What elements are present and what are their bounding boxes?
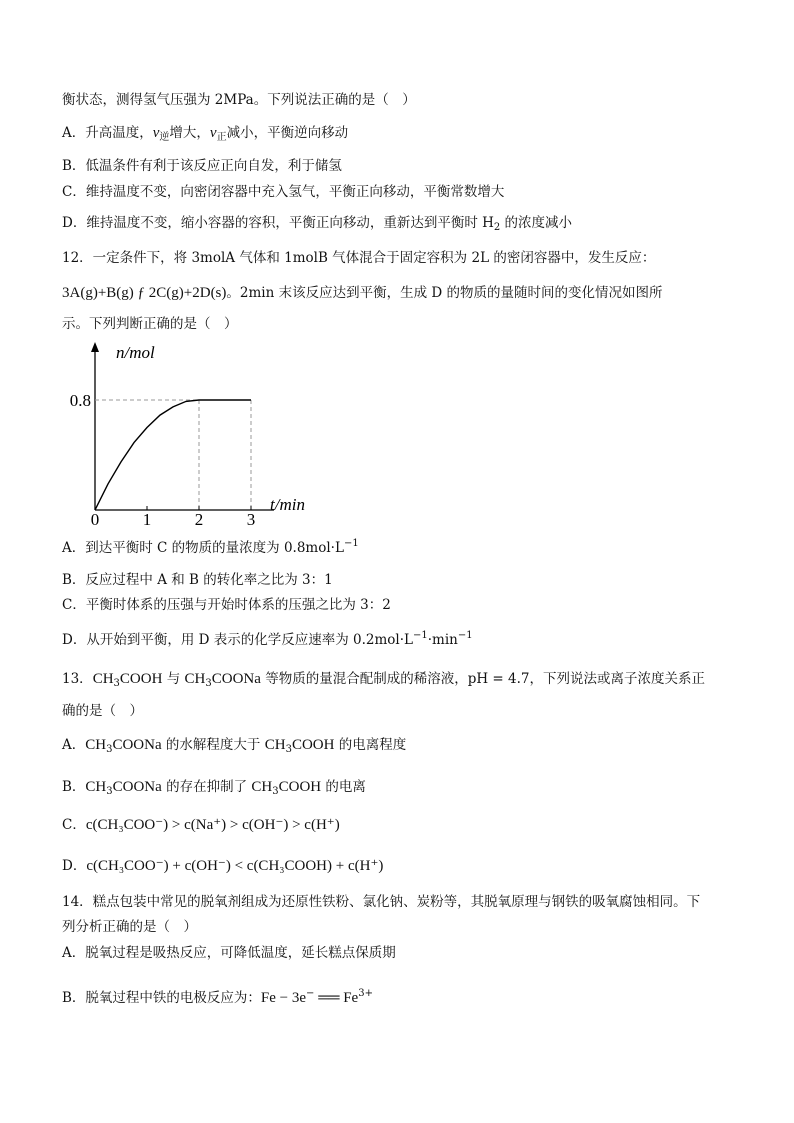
- q11-stem-tail: 衡状态，测得氢气压强为 2MPa。下列说法正确的是（ ）: [62, 92, 416, 108]
- x-tick-label-2: 2: [194, 510, 204, 529]
- q12-stem-line3: 示。下列判断正确的是（ ）: [62, 316, 238, 332]
- q11-option-b: B．低温条件有利于该反应正向自发，利于储氢: [62, 158, 342, 174]
- q12-option-c: C．平衡时体系的压强与开始时体系的压强之比为 3：2: [62, 597, 391, 613]
- q11-option-a: A．升高温度，$v_逆$增大，$v_正$减小，平衡逆向移动: [62, 125, 349, 143]
- q13-stem-line1: 13．$CH_3COOH$ 与 $CH_3COONa$ 等物质的量混合配制成的稀溶液，pH = 4.7，下列说法或离子浓度关系正: [62, 671, 705, 689]
- q12-stem-line1: 12．一定条件下，将 3molA 气体和 1molB 气体混合于固定容积为 2L 的密闭容器中，发生反应：: [62, 250, 656, 266]
- q14-stem-line1: 14．糕点包装中常见的脱氧剂组成为还原性铁粉、氯化钠、炭粉等，其脱氧原理与钢铁的吸氧腐蚀相同。下: [62, 894, 701, 910]
- q12-option-d: D．从开始到平衡，用 D 表示的化学反应速率为 $0.2mol\cdot L^{-1}\cdot\min^{-1}$: [62, 630, 473, 648]
- y-axis-label: n/mol: [116, 343, 155, 362]
- q14-option-b: B．脱氧过程中铁的电极反应为：Fe − 3e− ══ $Fe^{3+}$: [62, 988, 373, 1006]
- q14-option-a: A．脱氧过程是吸热反应，可降低温度，延长糕点保质期: [62, 945, 396, 961]
- q13-option-d: D．c(CH₃COO⁻) + c(OH⁻) < c(CH₃COOH) + c(H⁺): [62, 858, 384, 874]
- y-tick-label-0.8: 0.8: [69, 391, 91, 410]
- q13-option-c: C．c(CH₃COO⁻) > c(Na⁺) > c(OH⁻) > c(H⁺): [62, 817, 340, 833]
- q12-option-b: B．反应过程中 A 和 B 的转化率之比为 3：1: [62, 572, 333, 588]
- q12-equation: 3A(g)+B(g) ƒ 2C(g)+2D(s): [62, 285, 227, 301]
- q14-stem-line2: 列分析正确的是（ ）: [62, 919, 197, 935]
- x-tick-label-3: 3: [246, 510, 256, 529]
- q13-option-b: B．$CH_3COONa$ 的存在抑制了 $CH_3COOH$ 的电离: [62, 779, 366, 797]
- x-tick-label-1: 1: [142, 510, 152, 529]
- q13-option-a: A．$CH_3COONa$ 的水解程度大于 $CH_3COOH$ 的电离程度: [62, 737, 407, 755]
- q13-option-d-expression: c(CH₃COO⁻) + c(OH⁻) < c(CH₃COOH) + c(H⁺): [86, 858, 384, 874]
- q12-line-chart: [62, 338, 322, 529]
- y-axis-arrow: [91, 342, 99, 352]
- q13-option-c-expression: c(CH₃COO⁻) > c(Na⁺) > c(OH⁻) > c(H⁺): [85, 817, 340, 833]
- series-line-D: [95, 400, 251, 510]
- q12-option-a: A．到达平衡时 C 的物质的量浓度为 $0.8mol\cdot L^{-1}$: [62, 538, 359, 556]
- x-tick-label-0: 0: [90, 510, 100, 529]
- q11-option-c: C．维持温度不变，向密闭容器中充入氢气，平衡正向移动，平衡常数增大: [62, 184, 505, 200]
- q13-stem-line2: 确的是（ ）: [62, 703, 143, 719]
- x-axis-label: t/min: [270, 495, 305, 514]
- q11-option-d: D．维持温度不变，缩小容器的容积，平衡正向移动，重新达到平衡时 $H_2$ 的浓度减小: [62, 215, 573, 233]
- q12-stem-line2: 3A(g)+B(g) ƒ 2C(g)+2D(s)。2min 末该反应达到平衡，生成 D 的物质的量随时间的变化情况如图所: [62, 285, 663, 301]
